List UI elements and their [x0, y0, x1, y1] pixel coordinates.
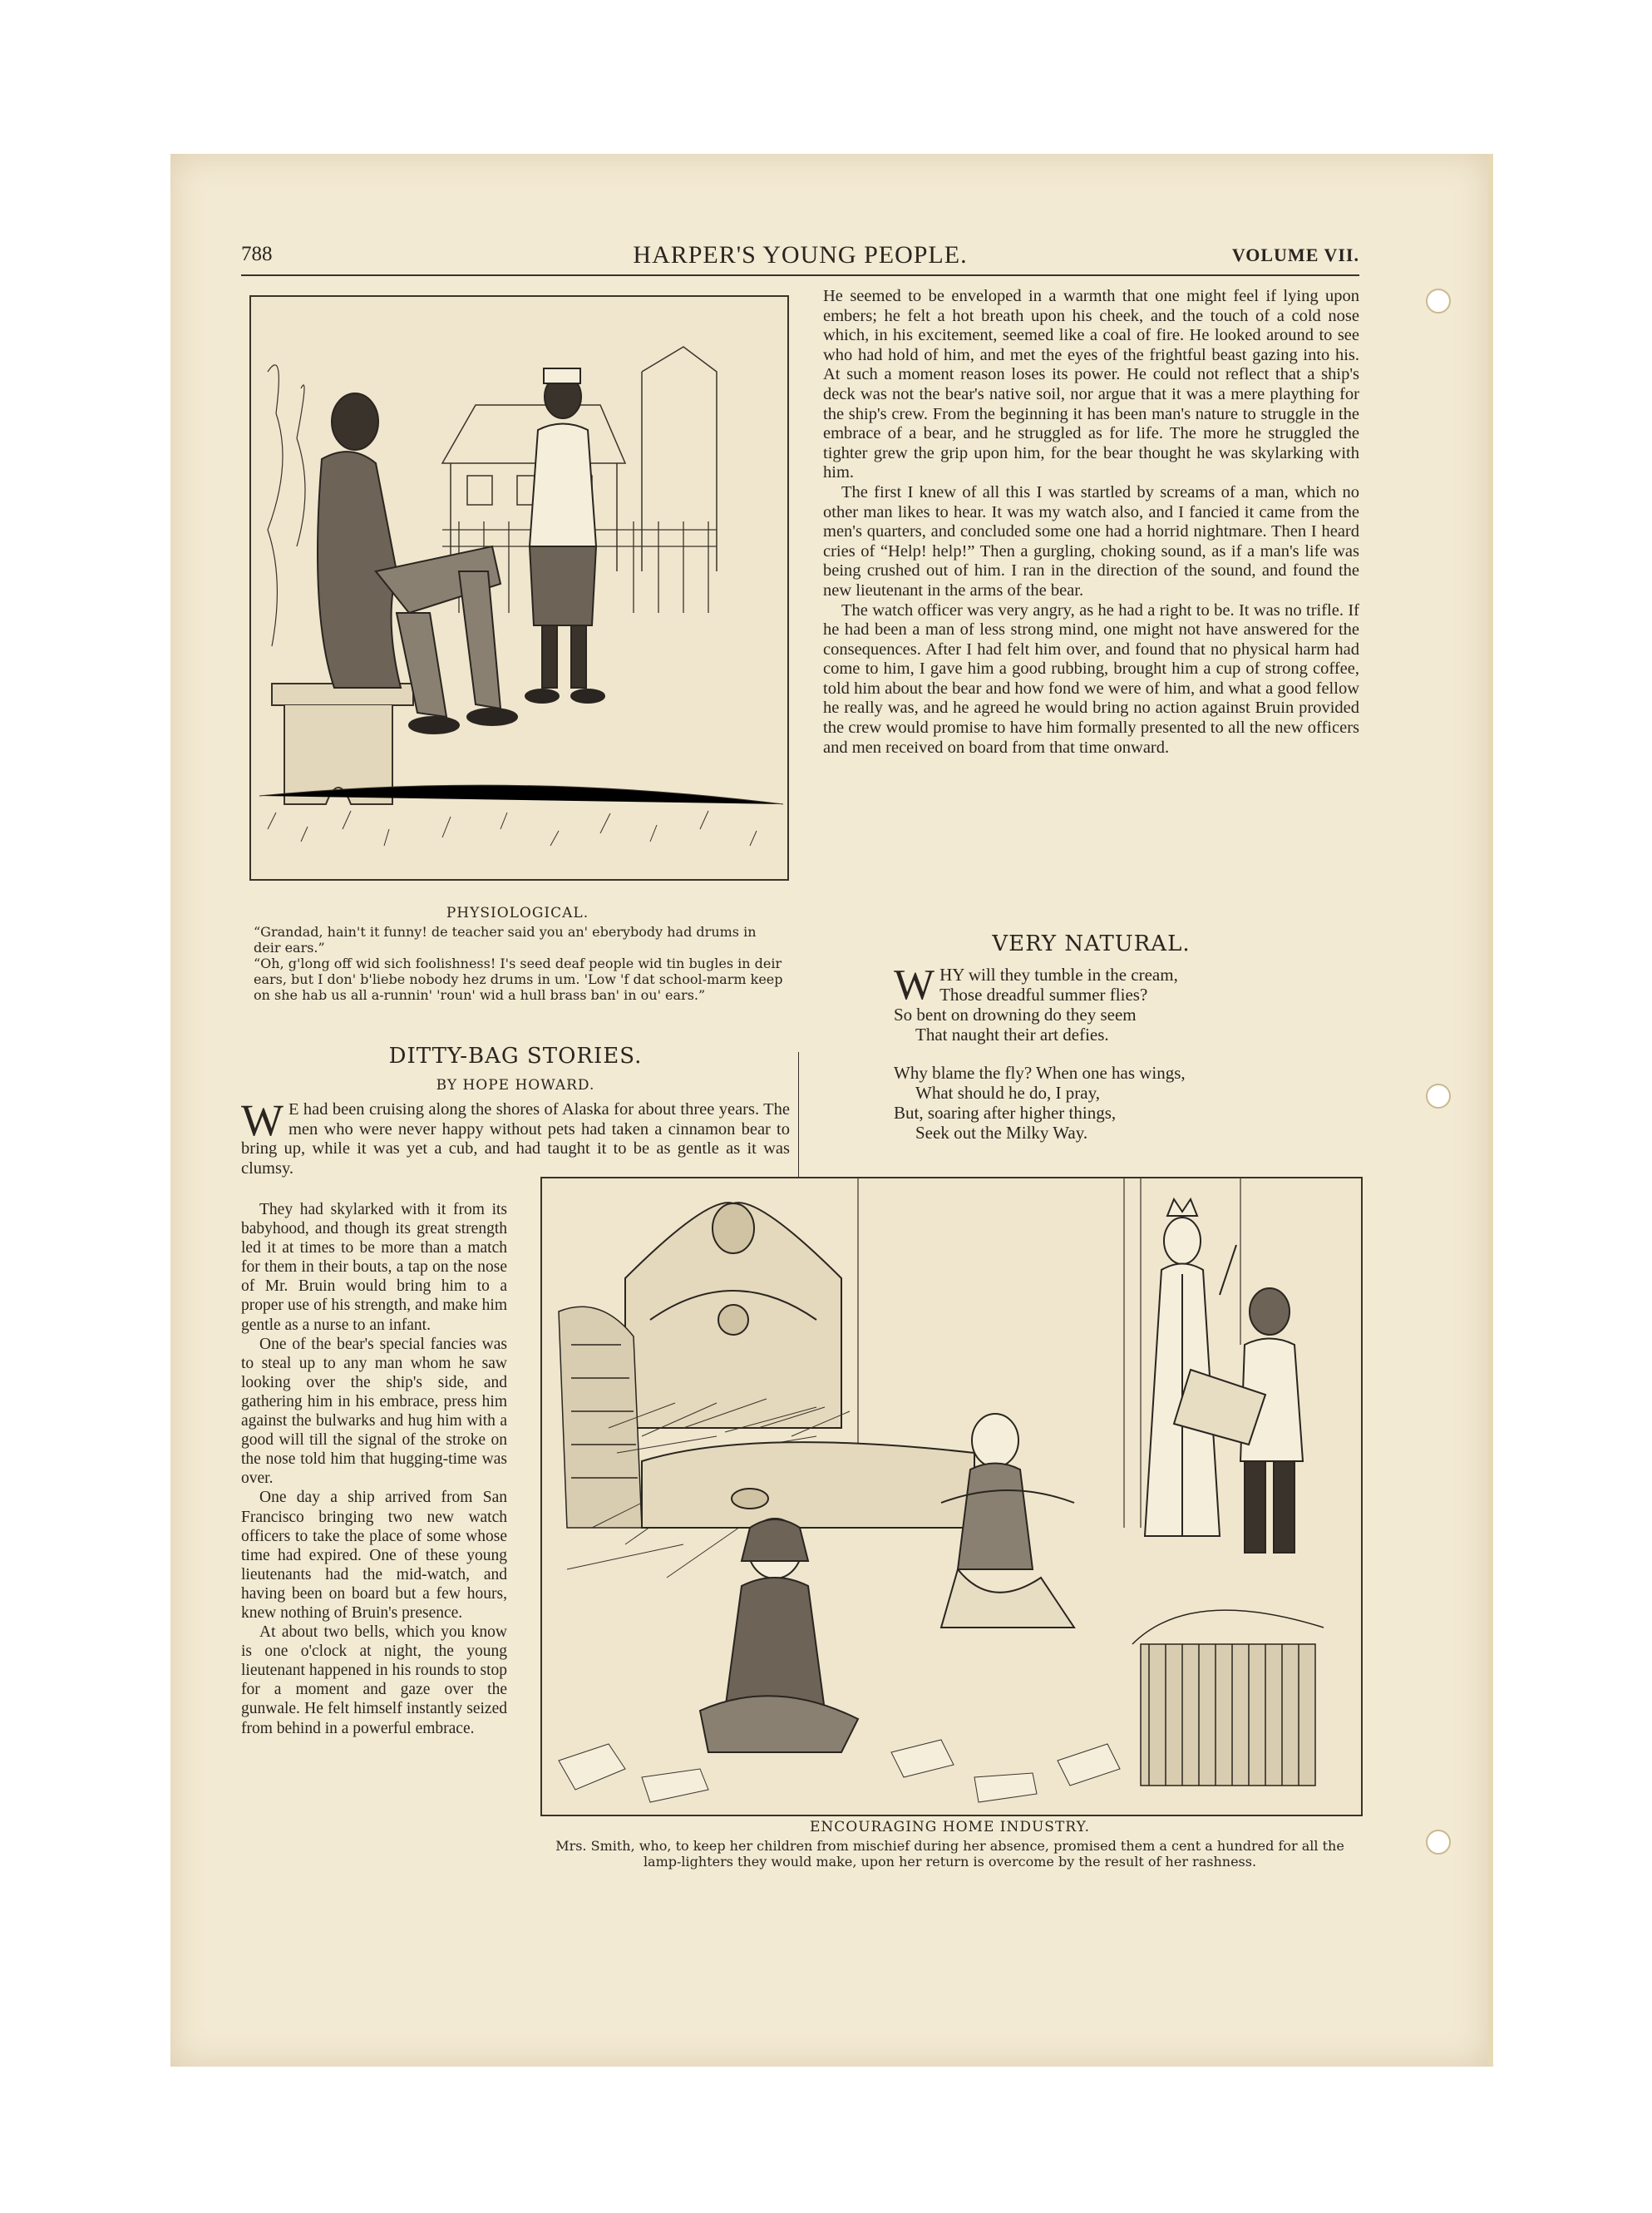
- physiological-caption: [254, 924, 786, 1003]
- poem-line: What should he do, I pray,: [915, 1083, 1100, 1103]
- story-paragraph: One day a ship arrived from San Francisco bringing two new watch officers to take the place of some whose time had expired. One of these young lieutenants had the mid-watch, and having been on board but a few hours, knew nothing of Bruin's presence.: [241, 1489, 507, 1622]
- story-paragraph: One of the bear's special fancies was to steal up to any man whom he saw looking over the ship's side, and gathering him in his embrace, press him against the bulwarks and hug him with a good will till the signal of the stroke on the nose told him that hugging-time was over.: [241, 1335, 507, 1488]
- home-industry-title: ENCOURAGING HOME INDUSTRY.: [809, 1819, 1090, 1835]
- story-paragraph: At about two bells, which you know is one o'clock at night, the young lieutenant happened in his rounds to stop for a moment and gaze over the gunwale. He felt himself instantly seized from behind in a powerful embrace.: [241, 1623, 507, 1737]
- binding-hole: [1426, 1830, 1451, 1855]
- story-paragraph: The watch officer was very angry, as he had a right to be. It was no trifle. If he had been a man of less strong mind, one might not have answered for the consequences. After I had felt him over, and found that no physical harm had come to him, I gave him a good rubbing, brought him a cup of strong coffee, told him about the bear and how fond we were of him, and what a good fellow he really was, and he agreed he would bring no action against Bruin provided the crew would promise to have him formally presented to all the new officers and men received on board from that time onward.: [823, 600, 1359, 757]
- poem-line: That naught their art defies.: [915, 1025, 1109, 1045]
- story-drop-cap: W: [241, 1095, 284, 1145]
- home-industry-caption: Mrs. Smith, who, to keep her children from mischief during her absence, promised them a cent a hundred for all the lamp-lighters they would make, upon her return is overcome by the result of her rashness.: [555, 1838, 1344, 1870]
- poem-line: HY will they tumble in the cream,: [939, 965, 1178, 985]
- page-number: 788: [241, 243, 273, 265]
- story-intro: [241, 1095, 790, 1178]
- story-paragraph: He seemed to be enveloped in a warmth that one might feel if lying upon embers; he felt a hot breath upon his cheek, and the touch of a cold nose which, in his excitement, seemed like a coal of fire. He looked around to see who had hold of him, and met the eyes of the frightful beast gazing into his. At such a moment reason loses its power. He could not reflect that a ship's deck was not the bear's native soil, nor argue that it was a mere plaything for the ship's crew. From the beginning it has been man's nature to struggle in the embrace of a bear, and he struggled as for life. The more he struggled the tighter grew the grip upon him, for the bear thought he was skylarking with him.: [823, 287, 1359, 482]
- story-title: DITTY-BAG STORIES.: [388, 1044, 643, 1069]
- physiological-illustration: [249, 295, 789, 881]
- binding-hole: [1426, 1084, 1451, 1109]
- story-paragraph: The first I knew of all this I was startled by screams of a man, which no other man likes to hear. It was my watch also, and I fancied it came from the men's quarters, and concluded some one had a horrid nightmare. Then I heard cries of “Help! help!” Then a gurgling, choking sound, as if a man's life was being crushed out of him. I ran in the direction of the sound, and found the new lieutenant in the arms of the bear.: [823, 482, 1359, 600]
- poem-line: So bent on drowning do they seem: [894, 1005, 1137, 1025]
- story-right-column: [823, 287, 1359, 758]
- volume-label: VOLUME VII.: [1231, 245, 1359, 265]
- poem-drop-cap: W: [894, 961, 935, 1009]
- poem-line: But, soaring after higher things,: [894, 1103, 1117, 1123]
- poem: [894, 961, 1326, 1143]
- poem-title: VERY NATURAL.: [992, 931, 1191, 956]
- caption-line: “Grandad, hain't it funny! de teacher said you an' eberybody had drums in deir ears.”: [254, 924, 757, 956]
- physiological-title: PHYSIOLOGICAL.: [446, 905, 589, 921]
- magazine-title: HARPER'S YOUNG PEOPLE.: [633, 241, 968, 269]
- home-industry-illustration: [540, 1177, 1363, 1816]
- poem-line: Those dreadful summer flies?: [939, 985, 1148, 1005]
- story-intro-text: E had been cruising along the shores of Alaska for about three years. The men who were never happy without pets had taken a cinnamon bear to bring up, while it was yet a cub, and had taught it to be as gentle as it was clumsy.: [241, 1100, 790, 1178]
- poem-line: Why blame the fly? When one has wings,: [894, 1063, 1186, 1083]
- poem-line: Seek out the Milky Way.: [915, 1123, 1088, 1143]
- magazine-page: [170, 154, 1493, 2067]
- story-left-column: [241, 1200, 507, 1738]
- story-paragraph: They had skylarked with it from its babyhood, and though its great strength led it at times to be more than a match for them in their bouts, a tap on the nose of Mr. Bruin would bring him to a proper use of his strength, and make him gentle as a nurse to an infant.: [241, 1201, 507, 1334]
- binding-hole: [1426, 289, 1451, 314]
- page-header: [241, 241, 1359, 276]
- story-byline: BY HOPE HOWARD.: [436, 1077, 595, 1094]
- caption-line: “Oh, g'long off wid sich foolishness! I's seed deaf people wid tin bugles in deir ears, but I don' b'liebe nobody hez drums in um. 'Low 'f dat school-marm keep on she hab us all a-runnin' 'roun' wid a hull brass ban' in ou' ears.”: [254, 956, 783, 1003]
